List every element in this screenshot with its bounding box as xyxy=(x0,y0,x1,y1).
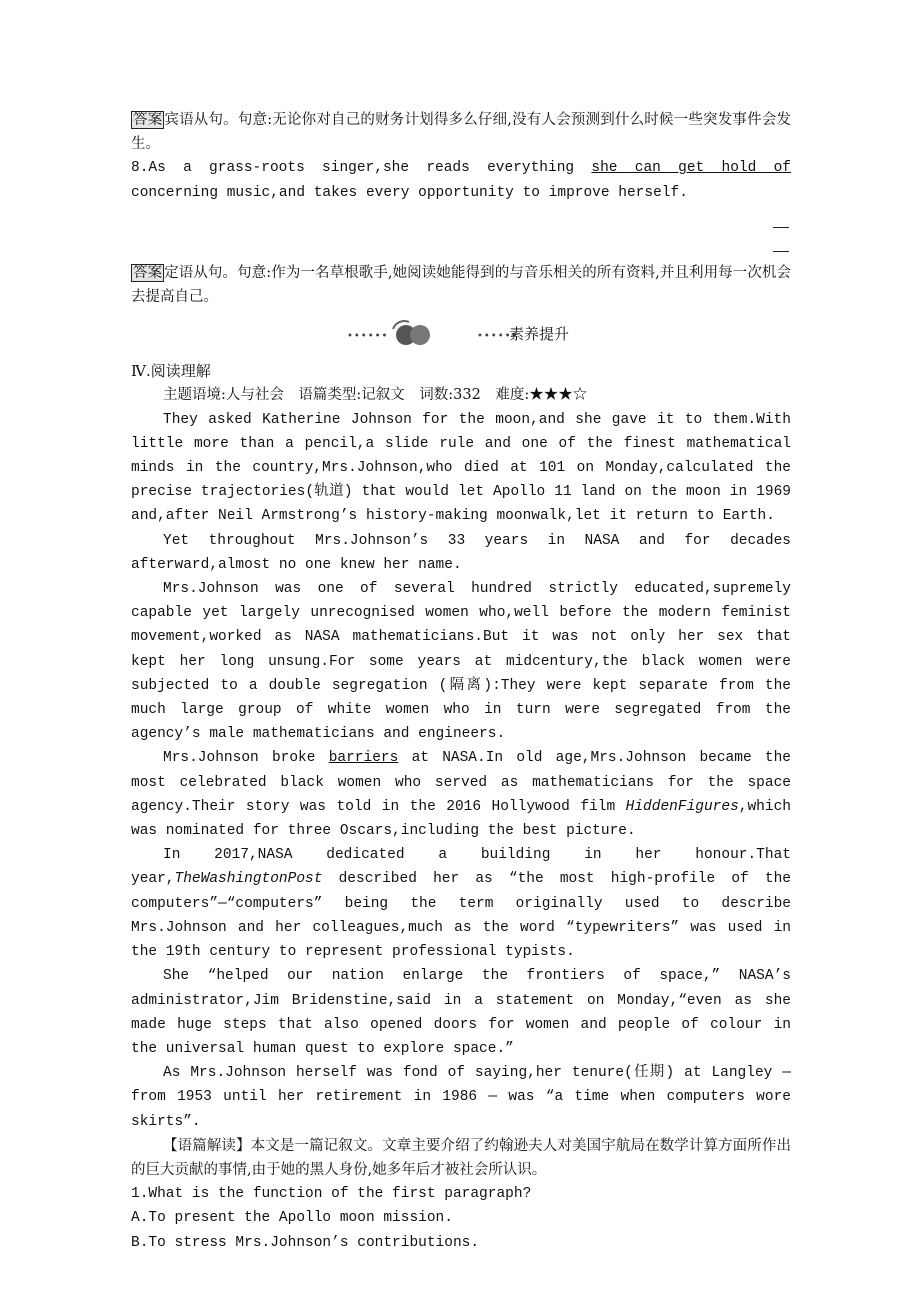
banner-right-dots: •••••• xyxy=(477,331,519,343)
banner-title: 素养提升 xyxy=(509,325,570,344)
passage-paragraph-5 xyxy=(131,843,791,964)
banner-left-dots: •••••• xyxy=(347,331,389,343)
q7-answer xyxy=(131,108,791,156)
passage-interpretation: 【语篇解读】本文是一篇记叙文。文章主要介绍了约翰逊夫人对美国宇航局在数学计算方面所作出的巨大贡献的事情,由于她的黑人身份,她多年后才被社会所认识。 xyxy=(131,1137,791,1178)
document-page xyxy=(131,108,791,1255)
question-1-stem: 1.What is the function of the first paragraph? xyxy=(131,1186,532,1203)
banner-circles-icon xyxy=(389,319,437,347)
q8-number: 8. xyxy=(131,160,149,177)
underlined-word-barriers: barriers xyxy=(328,750,399,767)
section-title: Ⅳ.阅读理解 xyxy=(131,362,211,381)
p4-text: ,which was nominated for three Oscars,including the best picture. xyxy=(131,798,791,840)
q8-underlined-clause: she can get hold of xyxy=(591,160,791,177)
answer-blank-line xyxy=(773,251,789,252)
answer-tag: 答案 xyxy=(133,112,163,128)
q7-answer-text: 宾语从句。句意:无论你对自己的财务计划得多么仔细,没有人会预测到什么时候一些突发事件会发生。 xyxy=(131,112,792,153)
passage-paragraph-4 xyxy=(131,746,791,843)
q8-answer-text: 定语从句。句意:作为一名草根歌手,她阅读她能得到的与音乐相关的所有资料,并且利用每一次机会去提高自己。 xyxy=(131,264,791,306)
passage-paragraph-1: They asked Katherine Johnson for the moon,and she gave it to them.With little more than a pencil,a slide rule and one of the finest mathematical minds in the country,Mrs.Johnson,who died at 101 on Monday,calculated the precise trajectories(轨道) that would let Apollo 11 land on the moon in 1969 and,after Neil Armstrong’s history-making moonwalk,let it return to Earth. xyxy=(131,411,791,525)
question-8 xyxy=(131,156,791,204)
q8-answer xyxy=(131,261,791,309)
answer-blank-area xyxy=(131,205,791,261)
passage-paragraph-6: She “helped our nation enlarge the frontiers of space,” NASA’s administrator,Jim Bridenstine,said in a statement on Monday,“even as she made huge steps that also opened doors for women and people of colour in the universal human quest to explore space.” xyxy=(131,968,791,1057)
answer-tag: 答案 xyxy=(133,264,163,281)
p5-text: described her as “the most high-profile of the computers”—“computers” being the term originally used to describe Mrs.Johnson and her colleagues,much as the word “typewriters” was used in the 19th century to represent professional typists. xyxy=(131,871,791,961)
p5-text: In 2017,NASA dedicated a building in her honour.That year, xyxy=(131,847,791,888)
passage-paragraph-3: Mrs.Johnson was one of several hundred strictly educated,supremely capable yet largely unrecognised women who,well before the modern feminist movement,worked as NASA mathematicians.But it was not only her sex that kept her long unsung.For some years at midcentury,the black women were subjected to a double segregation (隔离):They were kept separate from the much large group of white women who in turn were segregated from the agency’s male mathematicians and engineers. xyxy=(131,581,791,743)
p4-text: Mrs.Johnson broke xyxy=(163,750,329,767)
film-title: HiddenFigures xyxy=(625,798,739,815)
answer-blank-line xyxy=(773,227,789,228)
question-1-option-b: B.To stress Mrs.Johnson’s contributions. xyxy=(131,1234,480,1251)
section-meta: 主题语境:人与社会 语篇类型:记叙文 词数:332 难度:★★★☆ xyxy=(163,387,588,404)
q8-text-before: As a grass-roots singer,she reads everything xyxy=(148,160,592,177)
q8-text-after: concerning music,and takes every opportunity to improve herself. xyxy=(131,184,688,201)
section-banner xyxy=(131,313,791,357)
newspaper-title: TheWashingtonPost xyxy=(174,871,323,888)
p4-text: at NASA.In old age,Mrs.Johnson became the most celebrated black women who served as mathematicians for the space agency.Their story was told in the 2016 Hollywood film xyxy=(131,750,791,815)
question-1-option-a: A.To present the Apollo moon mission. xyxy=(131,1210,453,1227)
passage-paragraph-2: Yet throughout Mrs.Johnson’s 33 years in NASA and for decades afterward,almost no one knew her name. xyxy=(131,532,791,573)
passage-paragraph-7: As Mrs.Johnson herself was fond of saying,her tenure(任期) at Langley — from 1953 until her retirement in 1986 — was “a time when computers wore skirts”. xyxy=(131,1065,791,1130)
